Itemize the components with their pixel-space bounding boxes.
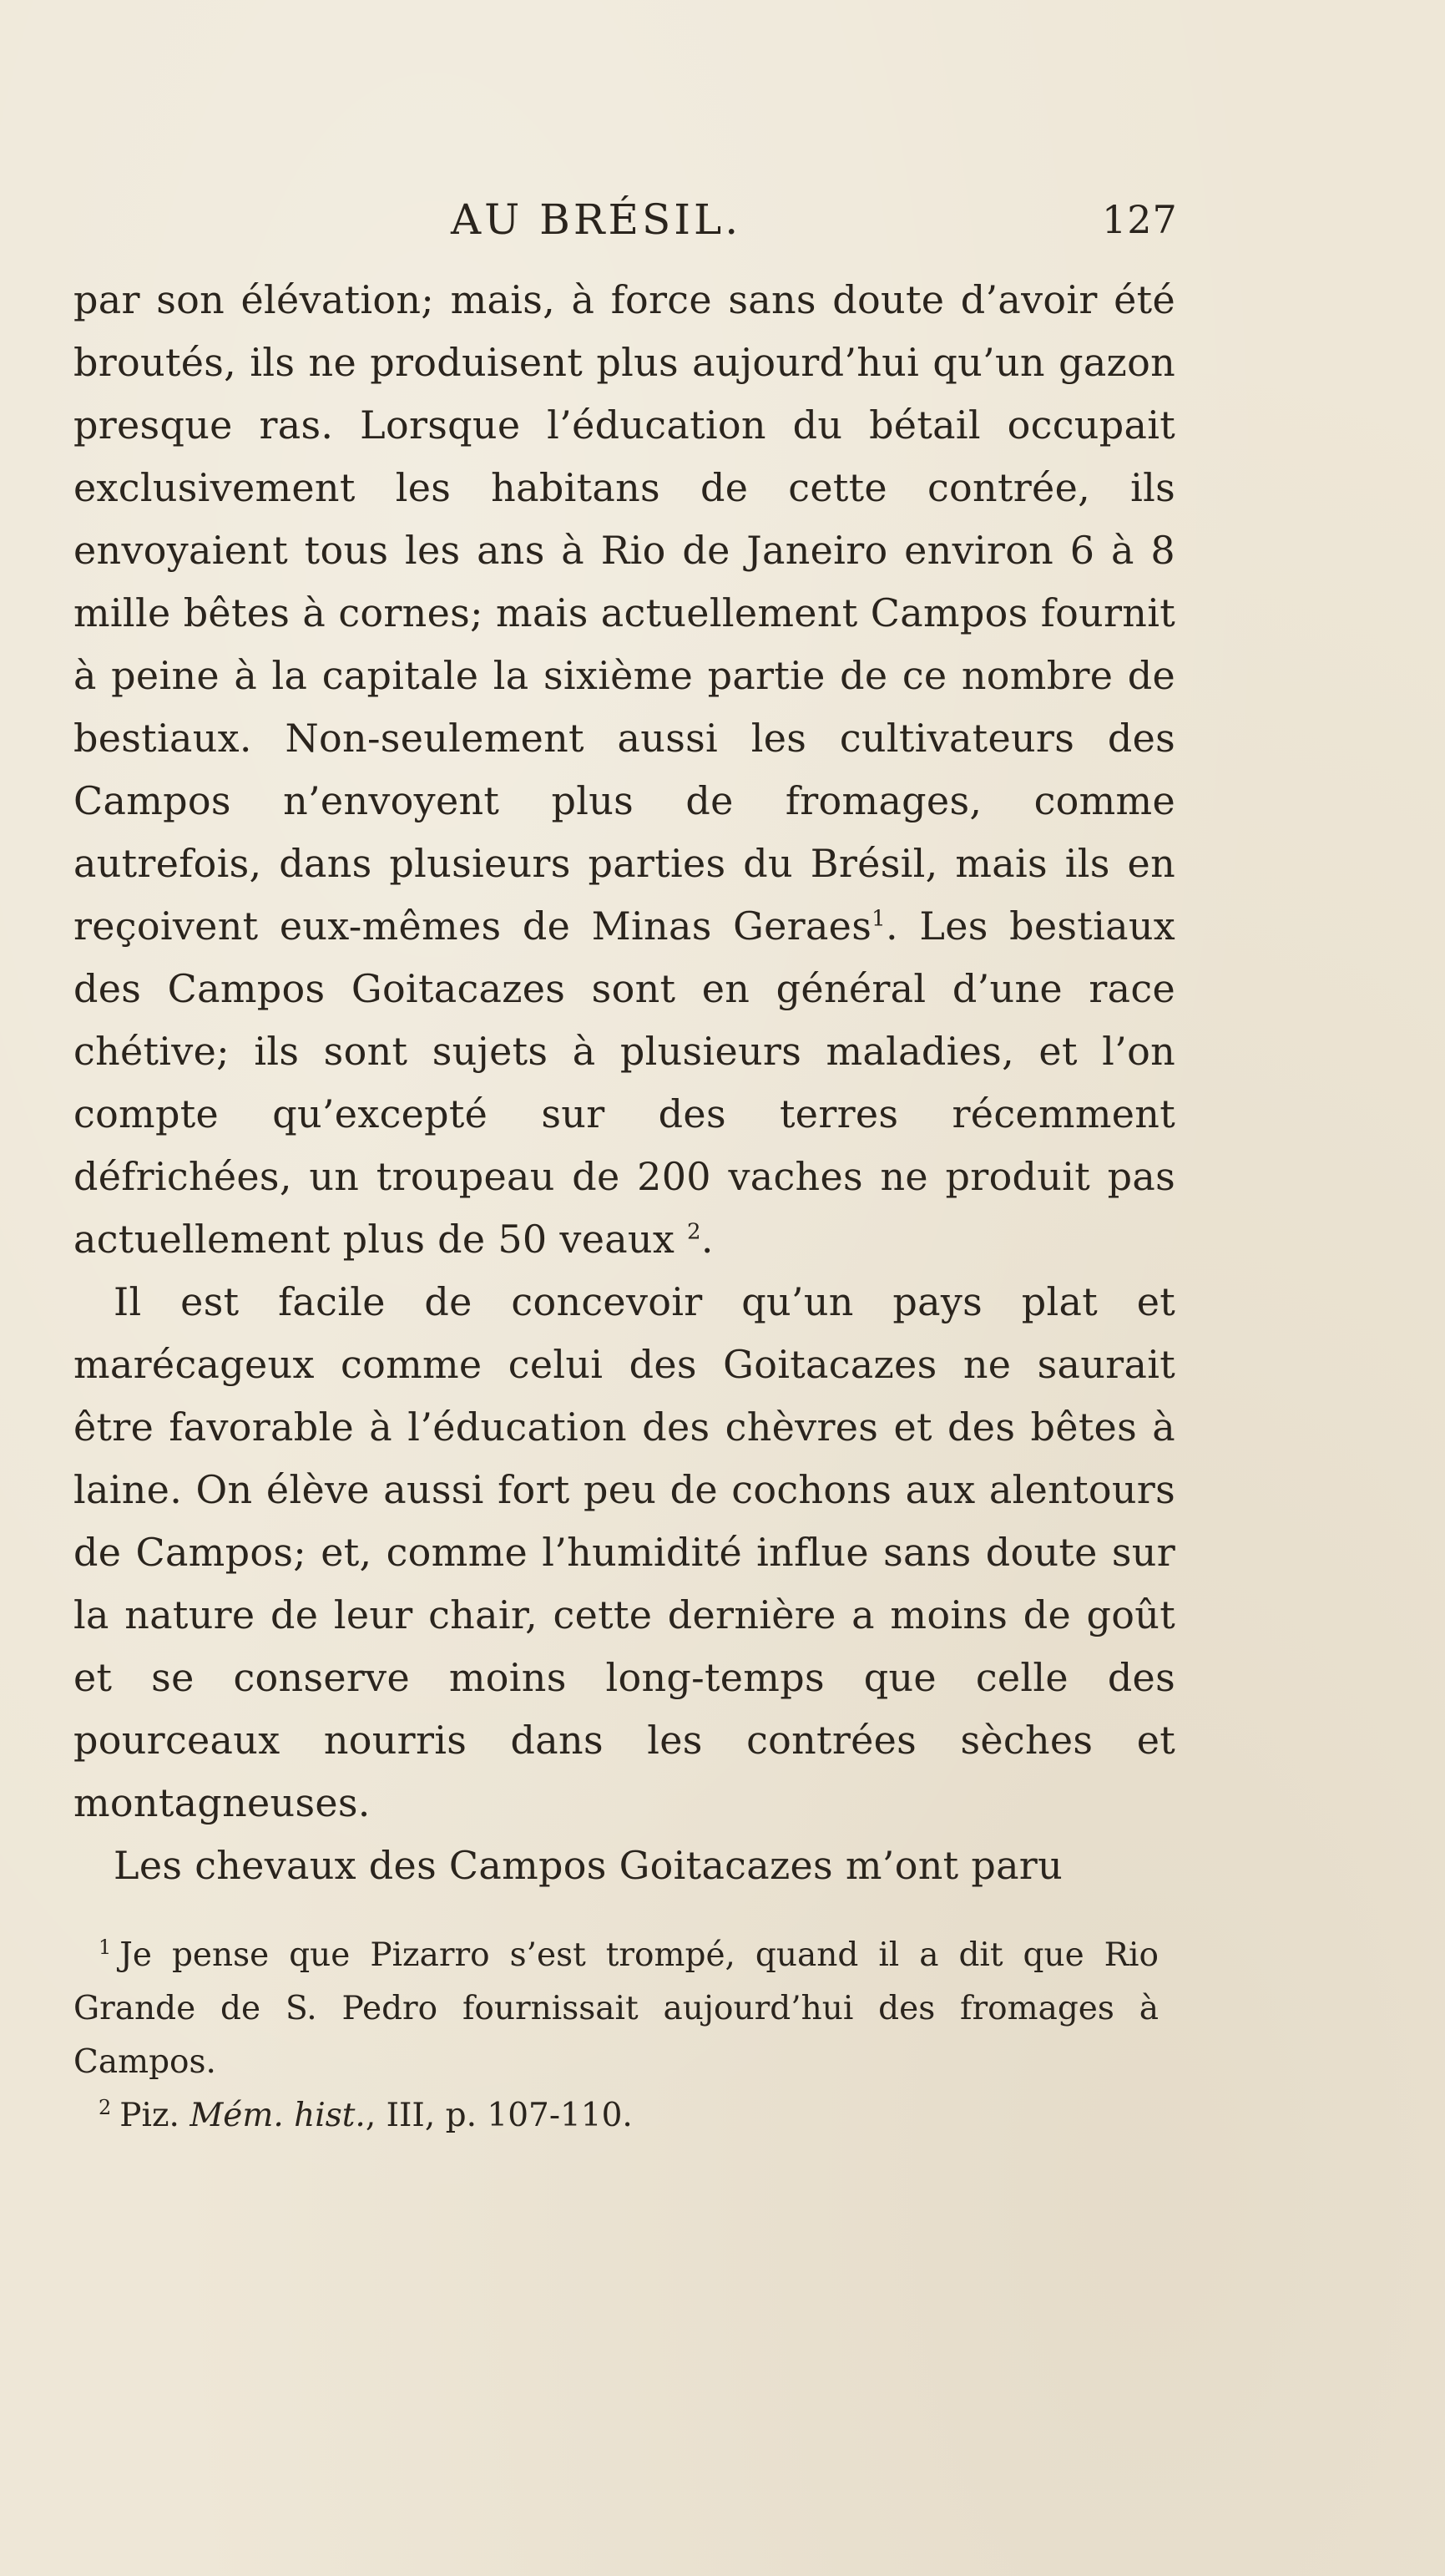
- paragraph-1-text-b: . Les bestiaux des Campos Goitacazes sont en général d’une race chétive; ils sont sujets à plusieurs maladies, et l’on compte qu’excepté sur des terres récemment défrichées, un troupeau de 200 vaches ne produit pas actuellement plus de 50 veaux: [73, 903, 1175, 1262]
- footnote-1-text: Je pense que Pizarro s’est trompé, quand il a dit que Rio Grande de S. Pedro fournissait aujourd’hui des fromages à Campos.: [73, 1936, 1159, 2081]
- paragraph-1: [73, 269, 1175, 1271]
- main-text: [73, 269, 1175, 1897]
- running-head: [0, 190, 1445, 249]
- footnote-ref-1: 1: [872, 906, 886, 932]
- footnote-2-italic: Mém. hist.: [189, 2097, 366, 2134]
- page-number: 127: [1102, 197, 1178, 242]
- footnote-2-mark: 2: [99, 2096, 112, 2119]
- footnote-2-text-after: , III, p. 107-110.: [365, 2097, 633, 2134]
- paragraph-3: Les chevaux des Campos Goitacazes m’ont paru: [114, 1843, 1064, 1888]
- paragraph-1-text-a: par son élévation; mais, à force sans doute d’avoir été broutés, ils ne produisent plus aujourd’hui qu’un gazon presque ras. Lorsque l’éducation du bétail occupait exclusivement les habitans de cette contrée, ils envoyaient tous les ans à Rio de Janeiro environ 6 à 8 mille bêtes à cornes; mais actuellement Campos fournit à peine à la capitale la sixième partie de ce nombre de bestiaux. Non-seulement aussi les cultivateurs des Campos n’envoyent plus de fromages, comme autrefois, dans plusieurs parties du Brésil, mais ils en reçoivent eux-mêmes de Minas Geraes: [73, 277, 1175, 949]
- paragraph-2: Il est facile de concevoir qu’un pays plat et marécageux comme celui des Goitacazes ne saurait être favorable à l’éducation des chèvres et des bêtes à laine. On élève aussi fort peu de cochons aux alentours de Campos; et, comme l’humidité influe sans doute sur la nature de leur chair, cette dernière a moins de goût et se conserve moins long-temps que celle des pourceaux nourris dans les contrées sèches et montagneuses.: [73, 1279, 1175, 1825]
- footnotes: [73, 1929, 1159, 2143]
- footnote-2-text-before: Piz.: [119, 2097, 190, 2134]
- footnote-2: [73, 2089, 1159, 2143]
- paragraph-1-text-c: .: [700, 1217, 714, 1262]
- footnote-1: [73, 1929, 1159, 2089]
- footnote-1-mark: 1: [99, 1936, 112, 1959]
- footnote-ref-2: 2: [687, 1219, 701, 1245]
- running-title: AU BRÉSIL.: [451, 195, 742, 244]
